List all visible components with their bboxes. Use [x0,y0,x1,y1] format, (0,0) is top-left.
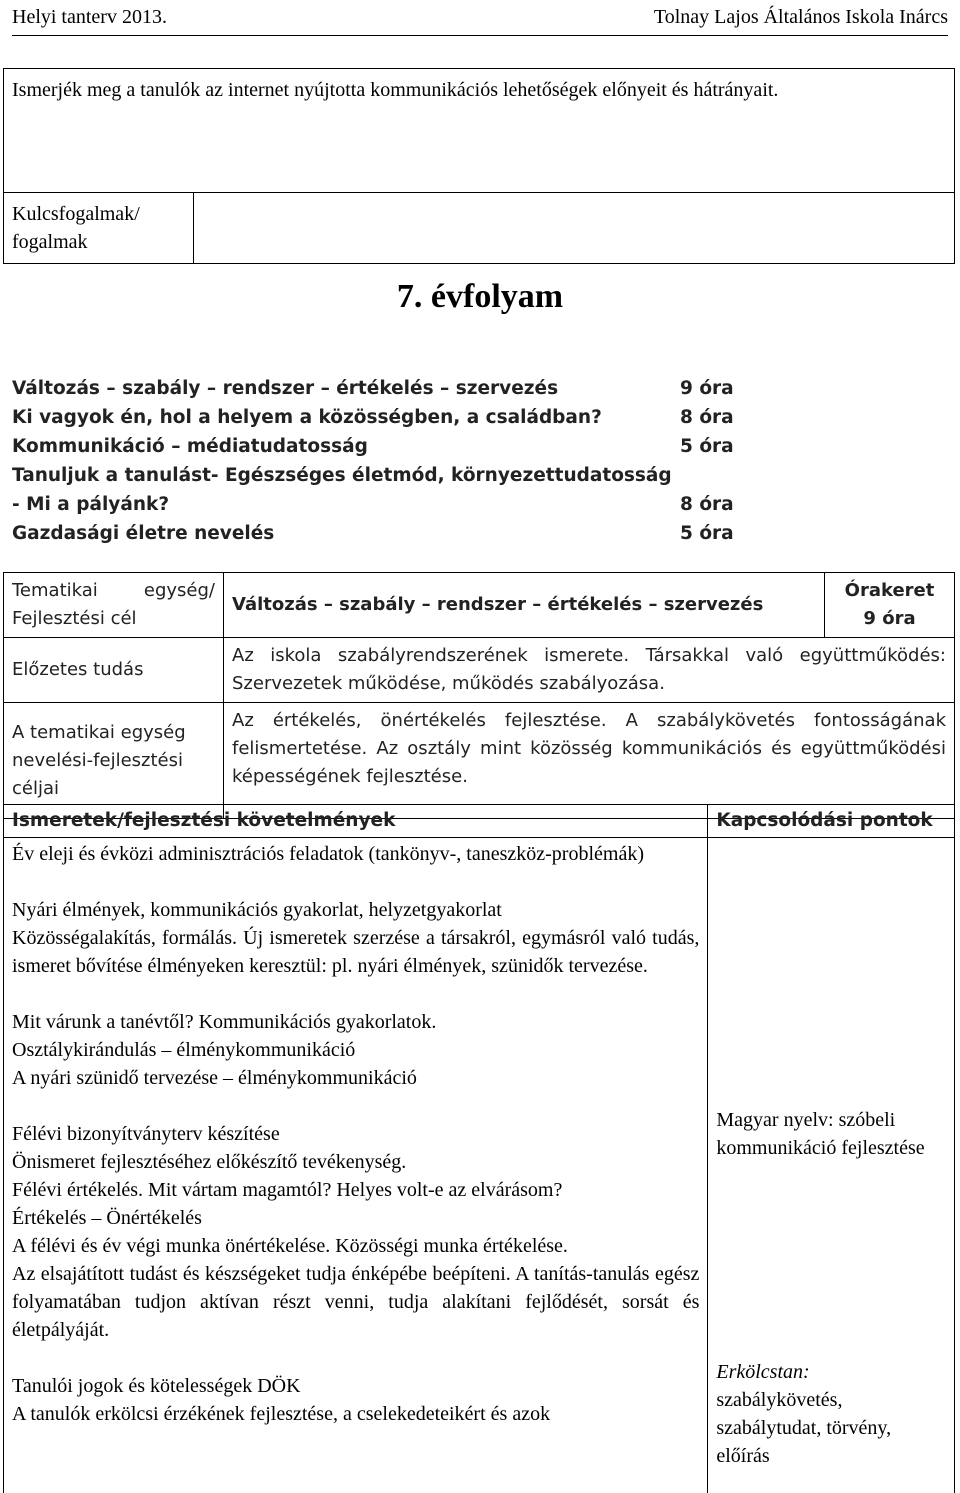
hours-box [825,573,955,638]
topic-title: - Mi a pályánk? [12,494,170,515]
connections-body [708,838,955,1493]
key-concepts-label: Kulcsfogalmak/ fogalmak [4,193,194,264]
req-paragraph: Félévi bizonyítványterv készítése [12,1123,280,1145]
connection-ethics-label: Erkölcstan: [716,1361,810,1383]
key-concepts-value [194,193,955,264]
connection-ethics-text: szabálykövetés, szabálytudat, törvény, előírás [716,1389,892,1467]
hours-label: Órakeret [844,580,935,601]
topic-row [12,432,752,461]
header-right: Tolnay Lajos Általános Iskola Inárcs [653,6,948,28]
topic-title: Ki vagyok én, hol a helyem a közösségben, a családban? [12,407,602,428]
req-paragraph: Félévi értékelés. Mit vártam magamtól? Helyes volt-e az elvárásom? [12,1179,563,1201]
req-paragraph: Tanulói jogok és kötelességek DÖK [12,1375,301,1397]
req-paragraph: Mit várunk a tanévtől? Kommunikációs gyakorlatok. [12,1011,437,1033]
req-paragraph: A félévi és év végi munka önértékelése. Közösségi munka értékelése. [12,1235,568,1257]
topic-row [12,490,752,519]
topic-row [12,519,752,548]
topic-hours: 5 óra [680,523,734,544]
req-paragraph: Év eleji és évközi adminisztrációs feladatok (tankönyv-, taneszköz-problémák) [12,843,644,865]
topic-title: Kommunikáció – médiatudatosság [12,436,368,457]
requirements-header: Ismeretek/fejlesztési követelmények [4,805,708,838]
req-paragraph: Önismeret fejlesztéséhez előkészítő tevékenység. [12,1151,407,1173]
unit-label: Tematikai egység/ Fejlesztési cél [4,573,224,638]
req-paragraph: Nyári élmények, kommunikációs gyakorlat, helyzetgyakorlat [12,899,502,921]
topic-hours: 9 óra [680,378,734,399]
page-header [12,0,948,36]
unit-title: Változás – szabály – rendszer – értékelés – szervezés [224,573,825,638]
unit-goals-text: Az értékelés, önértékelés fejlesztése. A szabálykövetés fontosságának felismertetése. Az osztály mint közösség kommunikációs és együttműködési képességének fejlesztése. [224,703,955,819]
hours-value: 9 óra [863,608,916,629]
goal-cell: Ismerjék meg a tanulók az internet nyújtotta kommunikációs lehetőségek előnyeit és hátrányait. [4,69,955,193]
topic-row [12,461,752,490]
topic-hours: 8 óra [680,407,734,428]
unit-table [3,572,955,819]
year-title: 7. évfolyam [396,278,564,315]
req-paragraph: Az elsajátított tudást és készségeket tudja énképébe beépíteni. A tanítás-tanulás egész folyamatában tudjon aktívan részt venni, tudja alakítani fejlődését, sorsát és életpályáját. [12,1263,700,1341]
header-left: Helyi tanterv 2013. [12,6,167,28]
requirements-body [4,838,708,1493]
topic-title: Tanuljuk a tanulást- Egészséges életmód, környezettudatosság [12,465,672,486]
topic-row [12,403,752,432]
topic-title: Változás – szabály – rendszer – értékelés – szervezés [12,378,559,399]
requirements-table [3,804,955,1493]
topic-row [12,374,752,403]
req-paragraph: A nyári szünidő tervezése – élménykommunikáció [12,1067,417,1089]
prior-knowledge-text: Az iskola szabályrendszerének ismerete. Társakkal való együttműködés: Szervezetek működése, működés szabályozása. [224,638,955,703]
unit-goals-label: A tematikai egység nevelési-fejlesztési céljai [4,703,224,819]
prior-knowledge-label: Előzetes tudás [4,638,224,703]
req-paragraph: Közösségalakítás, formálás. Új ismeretek szerzése a társakról, egymásról való tudás, ismeret bővítése élményeken keresztül: pl. nyári élmények, szünidők tervezése. [12,927,700,977]
topic-title: Gazdasági életre nevelés [12,523,275,544]
topic-hours: 5 óra [680,436,734,457]
connections-header: Kapcsolódási pontok [708,805,955,838]
connection-hungarian: Magyar nyelv: szóbeli kommunikáció fejlesztése [716,1109,925,1159]
req-paragraph: A tanulók erkölcsi érzékének fejlesztése, a cselekedeteikért és azok [12,1403,551,1425]
goal-table [3,68,955,264]
req-paragraph: Értékelés – Önértékelés [12,1207,202,1229]
topic-list [12,374,752,548]
topic-hours: 8 óra [680,494,734,515]
req-paragraph: Osztálykirándulás – élménykommunikáció [12,1039,356,1061]
